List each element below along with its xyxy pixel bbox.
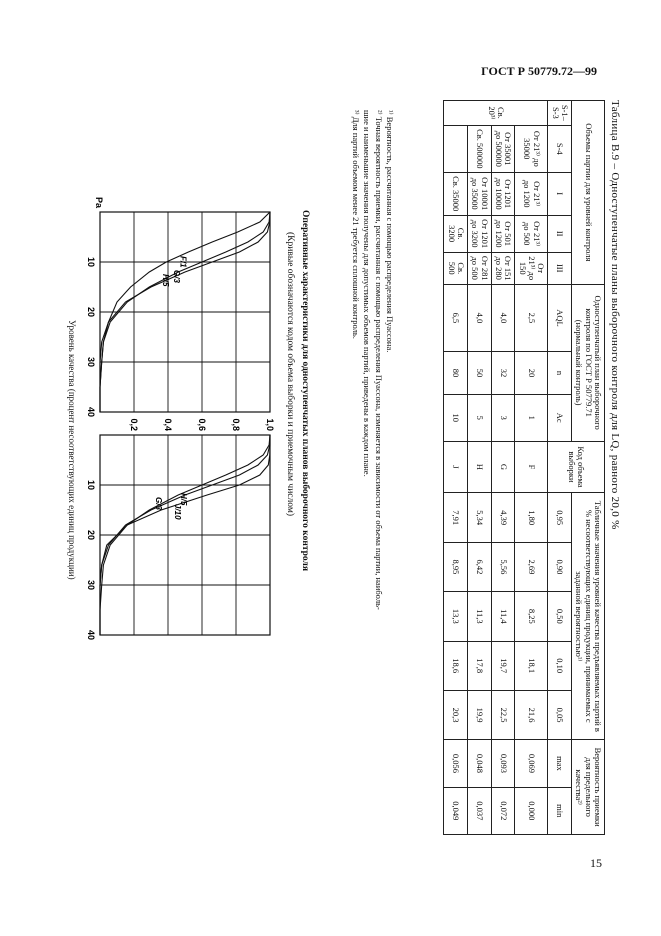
table-cell: От 21³⁾ до 150 (515, 252, 548, 284)
table-cell: 50 (467, 352, 491, 395)
table-cell: От 501 до 1200 (491, 215, 515, 252)
note-2-cont: шие и наименьшие значения получены для допустимых объемов партий, приведены в каждом плане. (362, 110, 373, 477)
table-cell: Св. 20³⁾ (444, 101, 548, 126)
oc-chart-left (86, 197, 270, 417)
sub-ac: Ac (548, 394, 572, 441)
x-tick-label: 30 (86, 579, 96, 591)
series-label: G/3 (172, 270, 182, 283)
table-cell: От 1201 до 3200 (467, 215, 491, 252)
rotated-content (25, 0, 645, 930)
sub-005: 0,05 (548, 690, 572, 739)
table-cell: 0,069 (515, 740, 548, 787)
table-cell: 7,91 (444, 493, 468, 542)
y-tick-label: 0,8 (231, 418, 241, 431)
table-cell: От 1201 до 10000 (491, 172, 515, 215)
sub-i: I (548, 172, 572, 215)
table-cell: 0,049 (444, 787, 468, 834)
table-cell: Св. 35000 (444, 172, 468, 215)
x-tick-label: 40 (86, 406, 96, 418)
table-cell: 8,25 (515, 592, 548, 641)
sub-s4: S-4 (548, 125, 572, 172)
x-tick-label: 20 (86, 306, 96, 318)
table-cell: 20 (515, 352, 548, 395)
table-cell: От 151 до 280 (491, 252, 515, 284)
sub-095: 0,95 (548, 493, 572, 542)
chart-section-subtitle: (Кривые обозначаются кодом объема выборки и приемочным числом) (285, 232, 295, 516)
document-code: ГОСТ Р 50779.72—99 (481, 64, 597, 78)
series-label: G/3 (154, 497, 164, 510)
table-cell: 4,39 (491, 493, 515, 542)
sub-max: max (548, 740, 572, 787)
sub-ii: II (548, 215, 572, 252)
table-cell: 0,000 (515, 787, 548, 834)
table-cell: 17,8 (467, 641, 491, 690)
series-label: J/10 (173, 504, 183, 520)
table-cell: 1,80 (515, 493, 548, 542)
table-title: Таблица В.9 – Одноступенчатые планы выборочного контроля для LQ, равного 20,0 % (609, 100, 621, 530)
table-cell: Св. 500000 (467, 125, 491, 172)
table-cell: 6,42 (467, 542, 491, 591)
x-axis-caption: Уровень качества (процент несоответствующих единиц продукции) (67, 320, 77, 580)
header-tabulated: Табличные значения уровней качества предъявляемых партий в % несоответствующих единиц продукции, принимаемых с заданной вероятностью¹⁾ (571, 493, 604, 740)
table-cell: От 21³⁾ до 500 (515, 215, 548, 252)
table-cell: 18,1 (515, 641, 548, 690)
table-cell: 32 (491, 352, 515, 395)
note-1: ¹⁾ Вероятность, рассчитанная с помощью распределения Пуассона. (385, 110, 395, 353)
table-cell: 0,072 (491, 787, 515, 834)
table-cell: 20,3 (444, 690, 468, 739)
table-cell: 6,5 (444, 284, 468, 351)
table-cell: 11,3 (467, 592, 491, 641)
y-axis-label: Pa (94, 196, 104, 208)
x-tick-label: 40 (86, 629, 96, 641)
table-cell: 8,95 (444, 542, 468, 591)
note-2: ²⁾ Точная вероятность приемки, рассчитанная с помощью распределения Пуассона, изменяется в зависимости от объема партии, наиболь- (373, 110, 384, 610)
table-cell: 18,6 (444, 641, 468, 690)
table-cell: От 35001 до 500000 (491, 125, 515, 172)
y-tick-label: 0,4 (163, 418, 173, 431)
table-cell: 0,093 (491, 740, 515, 787)
chart-section-title: Оперативные характеристики для одноступенчатых планов выборочного контроля (300, 210, 310, 571)
note-3: ³⁾ Для партий объемом менее 21 требуется сплошной контроль. (350, 110, 361, 339)
x-tick-label: 30 (86, 356, 96, 368)
table-cell: 0,048 (467, 740, 491, 787)
sub-aql: AQL (548, 284, 572, 351)
table-cell: 2,5 (515, 284, 548, 351)
series-label: H/5 (161, 274, 170, 287)
x-tick-label: 10 (86, 479, 96, 491)
header-code: Код объема выборки (548, 441, 605, 493)
table-cell: 80 (444, 352, 468, 395)
sub-iii: III (548, 252, 572, 284)
oc-charts (25, 0, 645, 930)
series-label: H/5 (179, 493, 188, 506)
header-plan: Одноступенчатый план выборочного контроля по ГОСТ Р 50779.71 (нормальный контроль) (571, 284, 604, 441)
table-cell: 5,34 (467, 493, 491, 542)
table-cell: Св. 500 (444, 252, 468, 284)
table-cell: 5 (467, 394, 491, 441)
table-cell: G (491, 441, 515, 493)
table-cell: 19,7 (491, 641, 515, 690)
header-lot-sizes: Объемы партии для уровней контроля (571, 101, 604, 285)
table-cell: 3 (491, 394, 515, 441)
sub-n: n (548, 352, 572, 395)
table-cell: 19,9 (467, 690, 491, 739)
table-cell: 0,037 (467, 787, 491, 834)
sub-090: 0,90 (548, 542, 572, 591)
table-cell: 11,4 (491, 592, 515, 641)
table-cell: 10 (444, 394, 468, 441)
table-cell: 13,3 (444, 592, 468, 641)
table-cell: 2,69 (515, 542, 548, 591)
series-label: F/1 (178, 256, 188, 268)
table-cell: От 21³⁾ до 1200 (515, 172, 548, 215)
sub-min: min (548, 787, 572, 834)
table-cell: J (444, 441, 468, 493)
y-tick-label: 1,0 (265, 418, 275, 431)
sub-s1-s3: S-1–S-3 (548, 101, 572, 126)
table-cell: От 21³⁾ до 35000 (515, 125, 548, 172)
table-cell: F (515, 441, 548, 493)
table-cell: 1 (515, 394, 548, 441)
x-tick-label: 10 (86, 256, 96, 268)
table-cell: 5,56 (491, 542, 515, 591)
y-tick-label: 0,6 (197, 418, 207, 431)
y-tick-label: 0,2 (129, 418, 139, 431)
header-probability: Вероятность приемки для предельного качества²⁾ (571, 740, 604, 835)
table-cell: 22,5 (491, 690, 515, 739)
table-cell: 0,056 (444, 740, 468, 787)
sub-050: 0,50 (548, 592, 572, 641)
table-cell: 21,6 (515, 690, 548, 739)
table-cell: 4,0 (491, 284, 515, 351)
table-cell: Св. 3200 (444, 215, 468, 252)
oc-chart-right (86, 418, 275, 640)
sub-010: 0,10 (548, 641, 572, 690)
x-tick-label: 20 (86, 529, 96, 541)
page-number: 15 (590, 856, 602, 870)
table-cell: От 281 до 500 (467, 252, 491, 284)
table-cell: От 10001 до 35000 (467, 172, 491, 215)
table-cell: H (467, 441, 491, 493)
table-cell: 4,0 (467, 284, 491, 351)
